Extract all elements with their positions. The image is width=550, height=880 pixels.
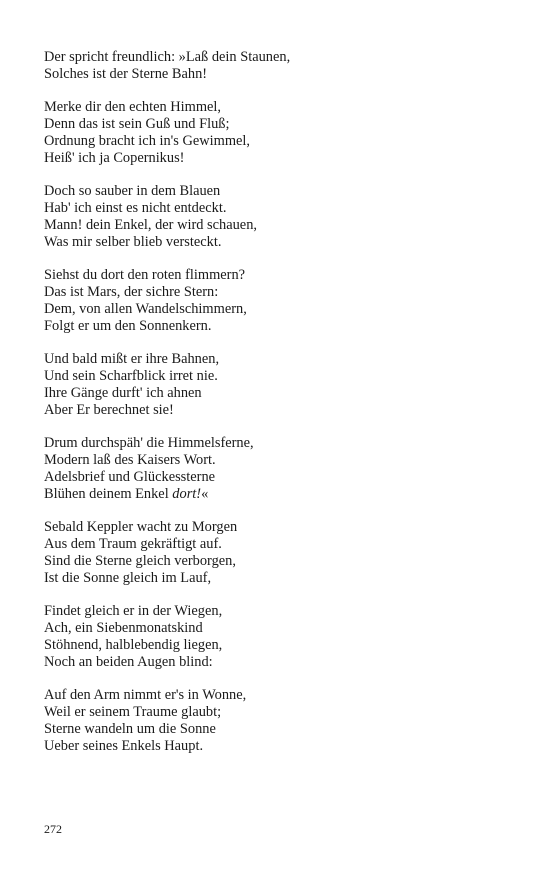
stanza [44, 435, 514, 503]
poem-line: Aber Er berechnet sie! [44, 402, 174, 418]
poem-line: Denn das ist sein Guß und Fluß; [44, 116, 230, 132]
poem-line: Mann! dein Enkel, der wird schauen, [44, 217, 257, 233]
poem-line: Blühen deinem Enkel dort!« [44, 486, 209, 502]
poem-line: Was mir selber blieb versteckt. [44, 234, 222, 250]
poem-line: Sterne wandeln um die Sonne [44, 721, 216, 737]
page-number: 272 [44, 822, 62, 836]
poem-line: Ueber seines Enkels Haupt. [44, 738, 204, 754]
poem-line: Findet gleich er in der Wiegen, [44, 603, 223, 619]
poem-line: Siehst du dort den roten flimmern? [44, 267, 246, 283]
poem-line: Solches ist der Sterne Bahn! [44, 66, 208, 82]
poem-line: Ist die Sonne gleich im Lauf, [44, 570, 212, 586]
poem-line: Und bald mißt er ihre Bahnen, [44, 351, 220, 367]
poem-line: Der spricht freundlich: »Laß dein Staunen, [44, 49, 291, 65]
poem-line: Merke dir den echten Himmel, [44, 99, 222, 115]
emphasized-word: dort! [172, 486, 202, 502]
stanza [44, 351, 514, 419]
poem-line: Ihre Gänge durft' ich ahnen [44, 385, 202, 401]
stanza [44, 267, 514, 335]
poem-line: Modern laß des Kaisers Wort. [44, 452, 216, 468]
poem-line: Sebald Keppler wacht zu Morgen [44, 519, 238, 535]
poem-line: Stöhnend, halblebendig liegen, [44, 637, 223, 653]
poem-line: Heiß' ich ja Copernikus! [44, 150, 185, 166]
poem-body [44, 49, 514, 771]
stanza [44, 49, 514, 83]
poem-line: Noch an beiden Augen blind: [44, 654, 213, 670]
poem-line: Folgt er um den Sonnenkern. [44, 318, 212, 334]
poem-line: Ach, ein Siebenmonatskind [44, 620, 203, 636]
poem-line: Hab' ich einst es nicht entdeckt. [44, 200, 227, 216]
stanza [44, 687, 514, 755]
poem-line: Doch so sauber in dem Blauen [44, 183, 221, 199]
poem-line: Das ist Mars, der sichre Stern: [44, 284, 219, 300]
stanza [44, 183, 514, 251]
stanza [44, 519, 514, 587]
poem-line: Drum durchspäh' die Himmelsferne, [44, 435, 254, 451]
stanza [44, 603, 514, 671]
poem-line: Ordnung bracht ich in's Gewimmel, [44, 133, 251, 149]
poem-line: Dem, von allen Wandelschimmern, [44, 301, 247, 317]
poem-line: Und sein Scharfblick irret nie. [44, 368, 218, 384]
poem-line: Weil er seinem Traume glaubt; [44, 704, 222, 720]
stanza [44, 99, 514, 167]
poem-line: Auf den Arm nimmt er's in Wonne, [44, 687, 247, 703]
poem-line: Sind die Sterne gleich verborgen, [44, 553, 236, 569]
poem-line: Aus dem Traum gekräftigt auf. [44, 536, 222, 552]
poem-line: Adelsbrief und Glückessterne [44, 469, 216, 485]
